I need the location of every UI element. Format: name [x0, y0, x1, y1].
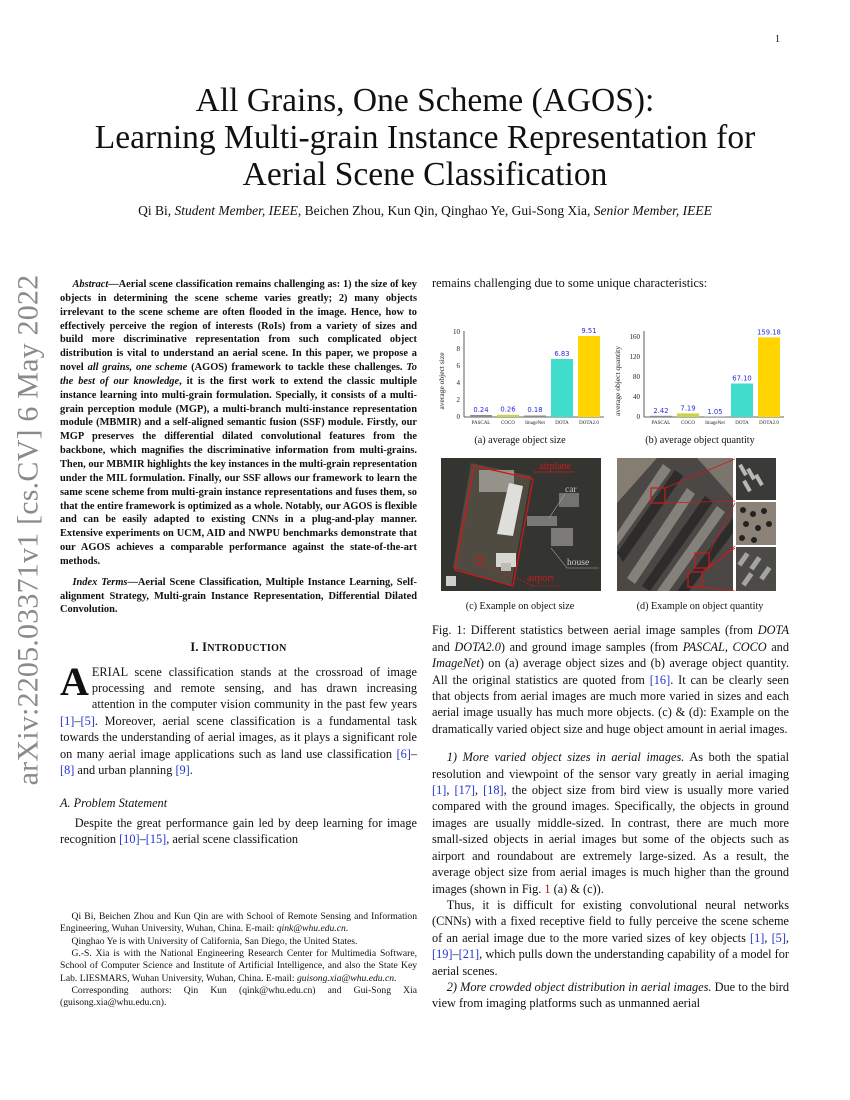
citation-link[interactable]: [17]	[454, 783, 475, 798]
paragraph-text: , which pulls down the understanding capability of a model for aerial scenes.	[432, 947, 789, 978]
svg-text:7.19: 7.19	[680, 404, 696, 413]
y-axis-ticks	[630, 333, 641, 421]
aerial-image-airport	[441, 458, 601, 591]
paragraph-text: .	[189, 763, 193, 778]
svg-text:120: 120	[629, 353, 640, 362]
footnote	[60, 985, 417, 1010]
svg-text:160: 160	[629, 333, 640, 342]
citation-link[interactable]: [1]	[432, 783, 447, 798]
author-list	[60, 203, 790, 219]
dash: —	[108, 279, 119, 290]
paragraph-text: Due to the bird view from imaging platforms such as unmanned aerial	[432, 979, 790, 1011]
svg-text:0: 0	[636, 413, 640, 422]
separator: ,	[475, 783, 484, 798]
subcaption-a: (a) average object size	[474, 435, 566, 447]
citation-link[interactable]: [10]	[119, 832, 140, 847]
abstract	[60, 278, 417, 569]
svg-text:1.05: 1.05	[707, 408, 723, 417]
author-role: Student Member, IEEE	[174, 203, 298, 218]
abstract-label: Abstract	[72, 279, 109, 290]
subcaption-c: (c) Example on object size	[465, 601, 575, 613]
svg-text:9.51: 9.51	[581, 327, 597, 336]
svg-text:DOTA: DOTA	[555, 421, 569, 427]
caption-text: . It can be clearly seen that objects from aerial images are much more varied in sizes and each aerial image usually has much more objects. (c) & (d): Example on the dramatically varied object size and huge object amount in aerial images.	[432, 672, 789, 736]
dataset-name: PASCAL, COCO	[682, 639, 767, 654]
intro-paragraph	[60, 658, 417, 779]
problem-paragraph	[60, 815, 417, 848]
svg-text:6: 6	[456, 362, 460, 371]
svg-text:0: 0	[456, 413, 460, 422]
svg-text:10: 10	[453, 328, 460, 337]
footnotes	[60, 911, 417, 1010]
svg-text:DOTA2.0: DOTA2.0	[759, 421, 779, 427]
title-line-2: Learning Multi-grain Instance Representation for	[94, 119, 756, 156]
abstract-emphasis: To the best of our knowledge	[60, 362, 417, 387]
paragraph-text: , aerial scene classification	[166, 832, 299, 847]
dash: —	[127, 576, 138, 588]
svg-text:PASCAL: PASCAL	[651, 421, 671, 427]
svg-text:ImageNet: ImageNet	[525, 421, 545, 427]
x-axis-ticks	[472, 421, 600, 426]
dash: –	[452, 947, 459, 962]
footnote-text: .	[394, 972, 397, 984]
subcaption-d: (d) Example on object quantity	[636, 601, 764, 613]
footnote-text: Corresponding authors: Qin Kun (qink@whu.edu.cn) and Gui-Song Xia (guisong.xia@whu.edu.cn).	[60, 985, 417, 1009]
caption-text: ) and ground image samples (from	[500, 639, 683, 654]
footnote-text: Qi Bi, Beichen Zhou and Kun Qin are with School of Remote Sensing and Information Engineering, Wuhan University, Wuhan, China. E-mail:	[60, 911, 417, 935]
email-link[interactable]: guisong.xia@whu.edu.cn	[297, 972, 395, 984]
author-text: Qi Bi,	[138, 203, 175, 218]
svg-text:4: 4	[456, 379, 460, 388]
heading-initial: I	[202, 640, 208, 655]
caption-text: and	[766, 639, 789, 654]
footnote-text: Qinghao Ye is with University of California, San Diego, the United States.	[71, 935, 358, 947]
label-house: house	[567, 558, 590, 569]
bars	[470, 336, 600, 417]
bar-imagenet	[524, 416, 546, 418]
left-column	[60, 278, 417, 848]
arxiv-identifier[interactable]: arXiv:2205.03371v1 [cs.CV] 6 May 2022	[11, 274, 44, 786]
paper-title	[60, 82, 790, 193]
index-terms	[60, 576, 417, 618]
citation-link[interactable]: [18]	[483, 783, 504, 798]
svg-text:80: 80	[633, 373, 640, 382]
drop-cap: A	[60, 658, 89, 704]
y-axis-ticks	[453, 328, 461, 421]
svg-text:DOTA2.0: DOTA2.0	[579, 421, 599, 427]
label-airplane: airplane	[539, 461, 572, 473]
bar-dota2	[758, 338, 780, 418]
continued-text: remains challenging due to some unique characteristics:	[432, 276, 708, 290]
bar-dota	[731, 384, 753, 418]
dash: –	[74, 713, 81, 728]
heading-smallcaps: NTRODUCTION	[207, 643, 287, 655]
dataset-name: ImageNet	[432, 656, 480, 671]
svg-text:0.24: 0.24	[473, 406, 489, 415]
abstract-text: , it is the first work to extend the classic multiple instance learning into multi-grain formulation. Specially, it consists of a multi-grain perception module (MGP), a multi-branch multi-instance representation module (MBMIR) and a self-aligned semantic fusion (SSF) module. Firstly, our MGP preserves the differential dilated convolutional features from the backbone, which magnifies the discriminative information from multi-grains. Then, our MBMIR highlights the key instances in the multi-grain representation under the MIL formulation. Finally, our SSF allows our framework to learn the same scene scheme from multi-grain instance representations and fuses them, so that the entire framework is optimized as a whole. Notably, our AGOS is flexible and can be easily adapted to existing CNNs in a plug-and-play manner. Extensive experiments on UCM, AID and NWPU benchmarks demonstrate that our AGOS achieves a comparable performance against the state-of-the-art methods.	[60, 375, 417, 567]
svg-text:2.42: 2.42	[653, 407, 669, 416]
x-axis-ticks	[652, 421, 780, 426]
paragraph-text: Thus, it is difficult for existing convolutional neural networks (CNNs) with a fixed receptive field to fully perceive the scene scheme of an aerial image due to the more varied sizes of key objects	[432, 897, 789, 945]
bar-pascal	[470, 415, 492, 417]
citation-link[interactable]: [5]	[771, 930, 786, 945]
author-text: , Beichen Zhou, Kun Qin, Qinghao Ye, Gui-Song Xia,	[297, 203, 594, 218]
svg-text:PASCAL: PASCAL	[471, 421, 491, 427]
footnote-text: .	[345, 923, 349, 935]
bar-coco	[677, 414, 699, 418]
citation-link[interactable]: [15]	[145, 832, 167, 847]
paragraph-heading: 1) More varied object sizes in aerial images.	[446, 750, 685, 765]
svg-text:COCO: COCO	[681, 421, 695, 427]
y-axis-label: average object quantity	[613, 346, 622, 417]
chart-average-object-quantity	[612, 323, 788, 427]
cnn-paragraph	[432, 897, 789, 979]
paragraph-text: (a) & (c)).	[550, 881, 604, 896]
citation-link[interactable]: [8]	[60, 763, 75, 778]
author-role: Senior Member, IEEE	[593, 203, 712, 218]
svg-text:159.18: 159.18	[757, 328, 781, 337]
footnote	[60, 911, 417, 936]
dash: –	[139, 832, 146, 847]
bar-imagenet	[704, 417, 726, 418]
bar-dota	[551, 359, 573, 417]
citation-link[interactable]: [21]	[458, 947, 480, 962]
citation-link[interactable]: [1]	[750, 930, 765, 945]
footnote	[60, 948, 417, 985]
index-terms-label: Index Terms	[72, 576, 128, 588]
figure-caption	[432, 622, 789, 737]
separator: ,	[764, 930, 772, 945]
svg-text:0.26: 0.26	[500, 405, 516, 414]
crowded-distribution-paragraph	[432, 979, 789, 1012]
title-line-1: All Grains, One Scheme (AGOS):	[195, 82, 655, 119]
label-airport: airport	[527, 573, 554, 585]
footnote	[60, 936, 417, 948]
svg-text:ImageNet: ImageNet	[705, 421, 725, 427]
svg-text:0.18: 0.18	[527, 406, 543, 415]
paragraph-text: . Moreover, aerial scene classification is a fundamental task towards the understanding of aerial images, as it plays a significant role on many aerial image applications such as land use classification	[60, 713, 417, 761]
dataset-name: DOTA2.0	[454, 639, 501, 654]
index-terms-text: Aerial Scene Classification, Multiple Instance Learning, Self-alignment Strategy, Multi-grain Instance Representation, Differential Dilated Convolution.	[60, 576, 417, 616]
y-axis-label: average object size	[437, 352, 446, 410]
figure-1	[432, 291, 789, 621]
chart-average-object-size	[432, 323, 608, 427]
paragraph-text: , the object size from bird view is usually more varied compared with the ground images. Specifically, the objects in ground images are usually middle-sized. In contrast, there are much more small-sized objects in aerial images but some of the objects such as airport and roundabout are extremely large-sized. As a result, the average object size from aerial images is much higher than the ground images (shown in Fig.	[432, 783, 789, 896]
paragraph-text: As both the spatial resolution and viewpoint of the sensor vary greatly in aerial imaging	[432, 750, 789, 781]
svg-text:67.10: 67.10	[732, 374, 752, 383]
figure-link[interactable]: 1	[544, 881, 551, 896]
title-line-3: Aerial Scene Classification	[242, 156, 608, 193]
varied-sizes-paragraph	[432, 749, 789, 897]
abstract-text: (AGOS) framework to tackle these challenges.	[187, 362, 407, 374]
bar-dota2	[578, 336, 600, 417]
svg-text:2: 2	[456, 396, 460, 405]
abstract-text: Aerial scene classification remains challenging as: 1) the size of key objects in determining the scene scheme varies greatly; 2) many objects irrelevant to the scene scheme are often flooded in the image. Hence, how to effectively perceive the region of interests (RoIs) from a variety of sizes and build more discriminative representation from such complicated object distribution is vital to understand an aerial scene. In this paper, we propose a novel	[60, 279, 417, 374]
citation-link[interactable]: [6]	[396, 746, 411, 761]
subcaption-b: (b) average object quantity	[645, 435, 755, 447]
bar-pascal	[650, 416, 672, 417]
separator: ,	[785, 930, 789, 945]
svg-text:DOTA: DOTA	[735, 421, 749, 427]
email-link[interactable]: qink@whu.edu.cn	[276, 923, 346, 935]
section-numeral: I.	[190, 640, 203, 655]
caption-text: ) on (a) average object sizes and (b) average object quantity. All the original statistics are quoted from	[432, 656, 789, 687]
bars	[650, 338, 780, 418]
separator: ,	[446, 783, 455, 798]
footnote-text: G.-S. Xia is with the National Engineering Research Center for Multimedia Software, School of Computer Science and Institute of Artificial Intelligence, and also the State Key Lab. LIESMARS, Wuhan University, Wuhan, China. E-mail:	[60, 948, 417, 984]
citation-link[interactable]: [9]	[175, 763, 190, 778]
citation-link[interactable]: [19]	[432, 947, 453, 962]
citation-link[interactable]: [1]	[60, 713, 75, 728]
paragraph-heading: 2) More crowded object distribution in aerial images.	[446, 979, 712, 994]
aerial-image-harbor	[617, 458, 776, 591]
paragraph-text: and urban planning	[74, 763, 176, 778]
label-car: car	[565, 485, 577, 496]
subsection-heading: A. Problem Statement	[60, 795, 168, 810]
bar-coco	[497, 415, 519, 417]
abstract-emphasis: all grains, one scheme	[87, 362, 188, 374]
arxiv-stamp	[3, 274, 53, 786]
svg-text:6.83: 6.83	[554, 350, 570, 359]
paragraph-text: ERIAL scene classification stands at the crossroad of image processing and remote sensing, and has drawn increasing attention in the computer vision community in the past few years	[91, 664, 417, 712]
dash: –	[410, 746, 417, 761]
dataset-name: DOTA	[757, 623, 789, 638]
paragraph-text: Despite the great performance gain led by deep learning for image recognition	[60, 815, 417, 847]
caption-text: Fig. 1: Different statistics between aerial image samples (from	[432, 623, 758, 638]
right-column	[432, 275, 789, 1012]
page-number: 1	[775, 34, 780, 45]
svg-text:40: 40	[633, 393, 640, 402]
caption-text: and	[432, 639, 455, 654]
section-heading-introduction	[60, 639, 417, 657]
svg-text:8: 8	[456, 345, 460, 354]
citation-link[interactable]: [5]	[80, 713, 95, 728]
svg-text:COCO: COCO	[501, 421, 515, 427]
citation-link[interactable]: [16]	[649, 672, 671, 687]
